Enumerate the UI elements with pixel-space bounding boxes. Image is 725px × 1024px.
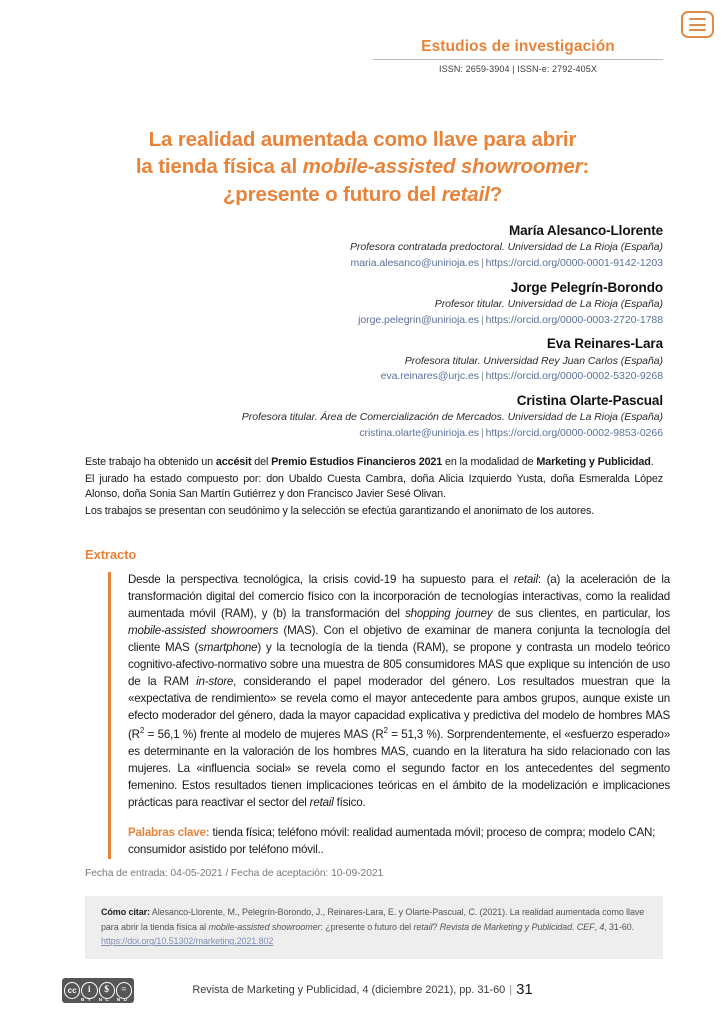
author-email-link[interactable]: jorge.pelegrin@unirioja.es — [358, 313, 479, 326]
title-line-3-prefix: ¿presente o futuro del — [222, 182, 442, 206]
author-name: Eva Reinares-Lara — [546, 336, 663, 352]
citation-seg-3: ? — [432, 921, 440, 932]
cc-label-row: BY NC ND — [81, 997, 131, 1002]
abstract-seg-3: de sus clientes, en particular, los — [492, 606, 671, 620]
citation-seg-4: , — [594, 921, 600, 932]
note-bold-category: Marketing y Publicidad — [536, 456, 651, 468]
journal-header — [373, 38, 663, 74]
abstract-em-retail-2: retail — [309, 795, 334, 809]
abstract-em-showroomers: mobile-assisted showroomers — [128, 623, 279, 637]
author-contact — [85, 369, 663, 385]
note-seg-a: Este trabajo ha obtenido un — [85, 456, 216, 468]
author-name: Cristina Olarte-Pascual — [516, 393, 663, 409]
title-line-2-emphasis: mobile-assisted showroomer — [302, 155, 583, 179]
author-entry — [85, 335, 663, 385]
title-line-2-suffix: : — [582, 155, 590, 179]
abstract-sup-2: 2 — [383, 725, 388, 735]
keywords-text: tienda física; teléfono móvil: realidad aumentada móvil; proceso de compra; modelo CAN; consumidor asistido por teléfono móvil.. — [128, 825, 656, 856]
author-orcid-link[interactable]: https://orcid.org/0000-0001-9142-1203 — [485, 256, 663, 269]
footer-separator: | — [509, 984, 513, 996]
author-entry — [85, 222, 663, 272]
title-line-3-emphasis: retail — [441, 182, 490, 206]
submission-dates: Fecha de entrada: 04-05-2021 / Fecha de aceptación: 10-09-2021 — [85, 868, 384, 879]
note-bold-accesit: accésit — [215, 456, 252, 468]
title-line-3-suffix: ? — [489, 182, 503, 206]
hamburger-line-1 — [689, 18, 706, 20]
author-affiliation: Profesora contratada predoctoral. Universidad de La Rioja (España) — [349, 241, 663, 254]
award-note-paragraph-2: El jurado ha estado compuesto por: don Ubaldo Cuesta Cambra, doña Alicia Izquierdo Yusta, doña Esmeralda López Alonso, doña Sonia San Martín Gutiérrez y don Francisco Javier Sesé Olivan. — [85, 472, 663, 501]
abstract-em-shopping-journey: shopping journey — [405, 606, 493, 620]
award-note-paragraph-1 — [85, 455, 663, 471]
cc-nc-icon: $ — [99, 982, 115, 999]
citation-em-journal: Revista de Marketing y Publicidad. CEF — [439, 921, 595, 932]
citation-em-volume: 4 — [599, 921, 605, 932]
footer-journal-reference — [0, 981, 725, 998]
author-orcid-link[interactable]: https://orcid.org/0000-0002-9853-0266 — [485, 427, 663, 440]
article-title — [85, 126, 640, 208]
abstract-seg-6: , considerando el papel moderador del género. Los resultados muestran que la «expectativa de rendimiento» se revela como el mayor antecedente para ambos grupos, aunque existe un efecto moderador del género, dada la mayor capacidad explicativa y predictiva del modelo de hombres MAS (R — [128, 674, 670, 741]
hamburger-line-2 — [689, 24, 706, 26]
author-entry — [85, 392, 663, 442]
author-affiliation: Profesor titular. Universidad de La Rioja (España) — [434, 297, 663, 310]
cc-circle-icon: cc — [64, 982, 80, 999]
abstract-section — [108, 572, 670, 859]
abstract-em-retail-1: retail — [513, 573, 538, 586]
author-contact — [85, 256, 663, 272]
hamburger-line-3 — [689, 29, 706, 31]
author-orcid-link[interactable]: https://orcid.org/0000-0003-2720-1788 — [485, 313, 663, 326]
how-to-cite-box — [85, 896, 663, 959]
page-footer — [0, 978, 725, 1006]
title-line-2-prefix: la tienda física al — [135, 155, 303, 179]
award-note — [85, 455, 663, 521]
note-seg-e: . — [650, 456, 654, 468]
contact-separator: | — [480, 427, 484, 440]
author-orcid-link[interactable]: https://orcid.org/0000-0002-5320-9268 — [485, 370, 663, 383]
note-seg-d: en la modalidad de — [442, 456, 537, 468]
author-email-link[interactable]: eva.reinares@urjc.es — [380, 370, 479, 383]
citation-em-showroomer: mobile-assisted showroomer — [208, 921, 321, 932]
contact-separator: | — [480, 370, 484, 383]
author-name: Jorge Pelegrín-Borondo — [510, 279, 663, 295]
abstract-em-smartphone: smartphone — [198, 640, 258, 654]
author-contact — [85, 426, 663, 442]
citation-label: Cómo citar: — [101, 907, 150, 917]
footer-journal-text: Revista de Marketing y Publicidad, 4 (diciembre 2021), pp. 31-60 — [192, 984, 506, 996]
author-contact — [85, 313, 663, 329]
citation-seg-1: Alesanco-Llorente, M., Pelegrín-Borondo, J., Reinares-Lara, E. y Olarte-Pascual, C. (2021). La realidad aumentada como llave para abrir la tienda física al — [101, 907, 645, 932]
author-affiliation: Profesora titular. Área de Comercialización de Mercados. Universidad de La Rioja (España) — [241, 411, 663, 424]
journal-issn: ISSN: 2659-3904 | ISSN-e: 2792-405X — [439, 64, 597, 75]
note-seg-c: del — [251, 456, 272, 468]
abstract-seg-5: ) y la tecnología de la tienda (RAM), se propone y contrasta un modelo teórico cognitivo-afectivo-normativo sobre una muestra de 805 consumidores MAS que explique su intención de uso de la RAM — [128, 640, 670, 688]
cc-nd-icon: = — [116, 982, 132, 999]
author-affiliation: Profesora titular. Universidad Rey Juan Carlos (España) — [404, 354, 663, 367]
citation-seg-2: : ¿presente o futuro del — [320, 921, 414, 932]
author-entry — [85, 279, 663, 329]
abstract-seg-2: : (a) la aceleración de la transformación digital del comercio físico con la incorporación de tecnologías interactivas, como la realidad aumentada móvil (RAM), y (b) la transformación del — [128, 573, 670, 620]
footer-page-number: 31 — [516, 981, 533, 998]
contact-separator: | — [480, 256, 484, 269]
note-bold-prize: Premio Estudios Financieros 2021 — [271, 456, 443, 468]
journal-header-divider — [373, 59, 663, 60]
cc-by-icon: i — [81, 982, 97, 999]
abstract-seg-9: físico. — [333, 795, 366, 809]
citation-text — [101, 905, 647, 949]
abstract-em-instore: in-store — [196, 674, 234, 688]
abstract-seg-1: Desde la perspectiva tecnológica, la crisis covid-19 ha supuesto para el — [128, 573, 514, 586]
author-name: María Alesanco-Llorente — [509, 223, 663, 238]
award-note-paragraph-3: Los trabajos se presentan con seudónimo y la selección se efectúa garantizando el anonimato de los autores. — [85, 504, 595, 517]
title-line-1: La realidad aumentada como llave para abrir — [148, 128, 577, 151]
author-email-link[interactable]: maria.alesanco@unirioja.es — [350, 256, 479, 269]
citation-em-retail: retail — [413, 921, 433, 932]
abstract-seg-4: (MAS). Con el objetivo de examinar de manera conjunta la tecnología del cliente MAS ( — [128, 623, 670, 654]
abstract-text — [128, 572, 670, 812]
hamburger-menu-icon[interactable] — [681, 11, 714, 38]
abstract-sup-1: 2 — [139, 725, 145, 735]
keywords-label: Palabras clave: — [128, 825, 210, 839]
journal-section-label: Estudios de investigación — [421, 38, 615, 55]
abstract-seg-8: = 51,3 %). Sorprendentemente, el «esfuerzo esperado» es determinante en la valoración de los hombres MAS, cuando en la literatura ha sido relacionado con las mujeres. La «influencia social» se revela como el segundo factor en los antecedentes del segmento femenino. Estos resultados tienen implicaciones teóricas en el ámbito de la modelización e implicaciones prácticas para reactivar el sector del — [128, 727, 671, 809]
abstract-heading: Extracto — [85, 547, 137, 562]
keywords-section — [128, 825, 670, 859]
contact-separator: | — [480, 313, 484, 326]
author-email-link[interactable]: cristina.olarte@unirioja.es — [359, 427, 479, 440]
abstract-seg-7: = 56,1 %) frente al modelo de mujeres MAS (R — [144, 727, 384, 741]
author-list — [85, 222, 663, 449]
citation-doi-link[interactable]: https://doi.org/10.51302/marketing.2021.802 — [101, 936, 274, 947]
citation-seg-5: , 31-60. — [604, 921, 634, 932]
